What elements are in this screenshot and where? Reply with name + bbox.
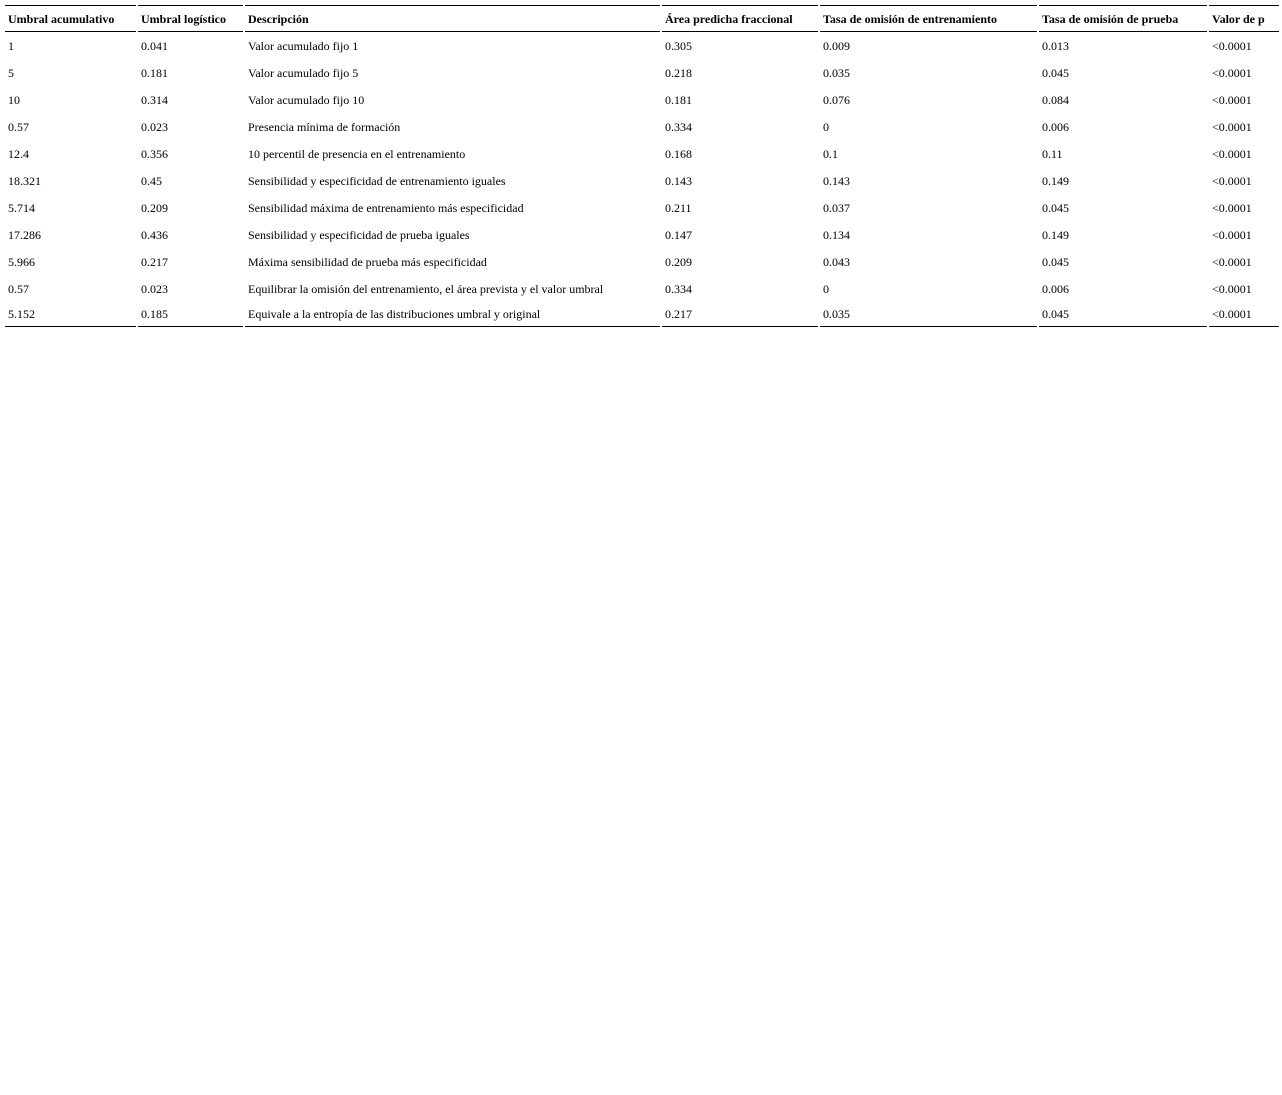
cell-cumulative-threshold: 10: [8, 92, 20, 107]
cell-description: 10 percentil de presencia en el entrenamiento: [248, 146, 466, 161]
cell-fractional-predicted-area: 0.168: [665, 146, 692, 161]
cell-logistic-threshold: 0.209: [141, 200, 168, 215]
cell-logistic-threshold: 0.181: [141, 65, 168, 80]
thresholds-table: [3, 5, 1281, 327]
cell-p-value: <0.0001: [1212, 92, 1252, 107]
cell-test-omission-rate: 0.013: [1042, 38, 1069, 53]
cell-logistic-threshold: 0.436: [141, 227, 168, 242]
cell-training-omission-rate: 0.143: [823, 173, 850, 188]
cell-logistic-threshold: 0.185: [138, 302, 243, 327]
cell-cumulative-threshold: 0.57: [8, 119, 29, 134]
cell-p-value: <0.0001: [1212, 281, 1252, 296]
cell-cumulative-threshold: 5: [8, 65, 14, 80]
cell-training-omission-rate: 0.076: [823, 92, 850, 107]
cell-fractional-predicted-area: 0.334: [665, 119, 692, 134]
table-row: [5, 221, 1279, 248]
table-row: [5, 32, 1279, 59]
cell-p-value: <0.0001: [1212, 38, 1252, 53]
cell-cumulative-threshold: 18.321: [8, 173, 41, 188]
table-row: [5, 140, 1279, 167]
cell-fractional-predicted-area: 0.147: [665, 227, 692, 242]
table-row: [5, 248, 1279, 275]
cell-training-omission-rate: 0.035: [820, 302, 1037, 327]
table-row: [5, 275, 1279, 302]
header-test-omission-rate: Tasa de omisión de prueba: [1039, 5, 1207, 32]
header-row: [5, 5, 1279, 32]
cell-fractional-predicted-area: 0.181: [665, 92, 692, 107]
cell-p-value: <0.0001: [1212, 200, 1252, 215]
cell-training-omission-rate: 0.035: [823, 65, 850, 80]
cell-logistic-threshold: 0.023: [141, 281, 168, 296]
cell-logistic-threshold: 0.023: [141, 119, 168, 134]
cell-description: Sensibilidad y especificidad de entrenamiento iguales: [248, 173, 506, 188]
cell-description: Equilibrar la omisión del entrenamiento, el área prevista y el valor umbral: [248, 281, 604, 296]
cell-test-omission-rate: 0.149: [1042, 173, 1069, 188]
cell-test-omission-rate: 0.084: [1042, 92, 1069, 107]
cell-fractional-predicted-area: 0.334: [665, 281, 692, 296]
header-logistic-threshold: Umbral logístico: [138, 5, 243, 32]
cell-p-value: <0.0001: [1212, 173, 1252, 188]
table-row: [5, 194, 1279, 221]
cell-p-value: <0.0001: [1212, 254, 1252, 269]
cell-fractional-predicted-area: 0.143: [665, 173, 692, 188]
cell-logistic-threshold: 0.356: [141, 146, 168, 161]
cell-description: Presencia mínima de formación: [248, 119, 401, 134]
cell-training-omission-rate: 0: [823, 281, 829, 296]
table-row: [5, 86, 1279, 113]
cell-cumulative-threshold: 5.966: [8, 254, 35, 269]
cell-training-omission-rate: 0.043: [823, 254, 850, 269]
cell-description: Valor acumulado fijo 5: [248, 65, 359, 80]
cell-logistic-threshold: 0.314: [141, 92, 168, 107]
cell-test-omission-rate: 0.149: [1042, 227, 1069, 242]
cell-test-omission-rate: 0.045: [1039, 302, 1207, 327]
cell-description: Sensibilidad y especificidad de prueba iguales: [248, 227, 470, 242]
header-training-omission-rate: Tasa de omisión de entrenamiento: [820, 5, 1037, 32]
cell-p-value: <0.0001: [1212, 146, 1252, 161]
cell-description: Valor acumulado fijo 10: [248, 92, 365, 107]
cell-cumulative-threshold: 0.57: [8, 281, 29, 296]
cell-description: Sensibilidad máxima de entrenamiento más especificidad: [248, 200, 524, 215]
cell-p-value: <0.0001: [1209, 302, 1279, 327]
cell-training-omission-rate: 0.134: [823, 227, 850, 242]
table-row: [5, 167, 1279, 194]
cell-test-omission-rate: 0.11: [1042, 146, 1063, 161]
cell-training-omission-rate: 0.1: [823, 146, 838, 161]
header-cumulative-threshold: Umbral acumulativo: [5, 5, 136, 32]
table-header: [5, 5, 1279, 32]
table-container: [5, 5, 1277, 327]
cell-fractional-predicted-area: 0.209: [665, 254, 692, 269]
table-row: [5, 302, 1279, 327]
cell-test-omission-rate: 0.006: [1042, 281, 1069, 296]
cell-training-omission-rate: 0.037: [823, 200, 850, 215]
cell-fractional-predicted-area: 0.211: [665, 200, 692, 215]
cell-fractional-predicted-area: 0.218: [665, 65, 692, 80]
cell-training-omission-rate: 0: [823, 119, 829, 134]
cell-cumulative-threshold: 1: [8, 38, 14, 53]
cell-logistic-threshold: 0.217: [141, 254, 168, 269]
cell-test-omission-rate: 0.045: [1042, 65, 1069, 80]
header-p-value: Valor de p: [1209, 5, 1279, 32]
cell-description: Equivale a la entropía de las distribuciones umbral y original: [245, 302, 660, 327]
cell-p-value: <0.0001: [1212, 119, 1252, 134]
cell-logistic-threshold: 0.041: [141, 38, 168, 53]
cell-fractional-predicted-area: 0.217: [662, 302, 818, 327]
header-description: Descripción: [245, 5, 660, 32]
cell-description: Máxima sensibilidad de prueba más especificidad: [248, 254, 487, 269]
cell-p-value: <0.0001: [1212, 65, 1252, 80]
cell-test-omission-rate: 0.045: [1042, 254, 1069, 269]
table-row: [5, 113, 1279, 140]
cell-cumulative-threshold: 17.286: [8, 227, 41, 242]
cell-fractional-predicted-area: 0.305: [665, 38, 692, 53]
table-body: [5, 32, 1279, 327]
cell-logistic-threshold: 0.45: [141, 173, 162, 188]
cell-cumulative-threshold: 5.714: [8, 200, 35, 215]
cell-description: Valor acumulado fijo 1: [248, 38, 359, 53]
cell-cumulative-threshold: 12.4: [8, 146, 29, 161]
cell-training-omission-rate: 0.009: [823, 38, 850, 53]
cell-test-omission-rate: 0.006: [1042, 119, 1069, 134]
cell-cumulative-threshold: 5.152: [5, 302, 136, 327]
cell-test-omission-rate: 0.045: [1042, 200, 1069, 215]
cell-p-value: <0.0001: [1212, 227, 1252, 242]
header-fractional-predicted-area: Área predicha fraccional: [662, 5, 818, 32]
table-row: [5, 59, 1279, 86]
